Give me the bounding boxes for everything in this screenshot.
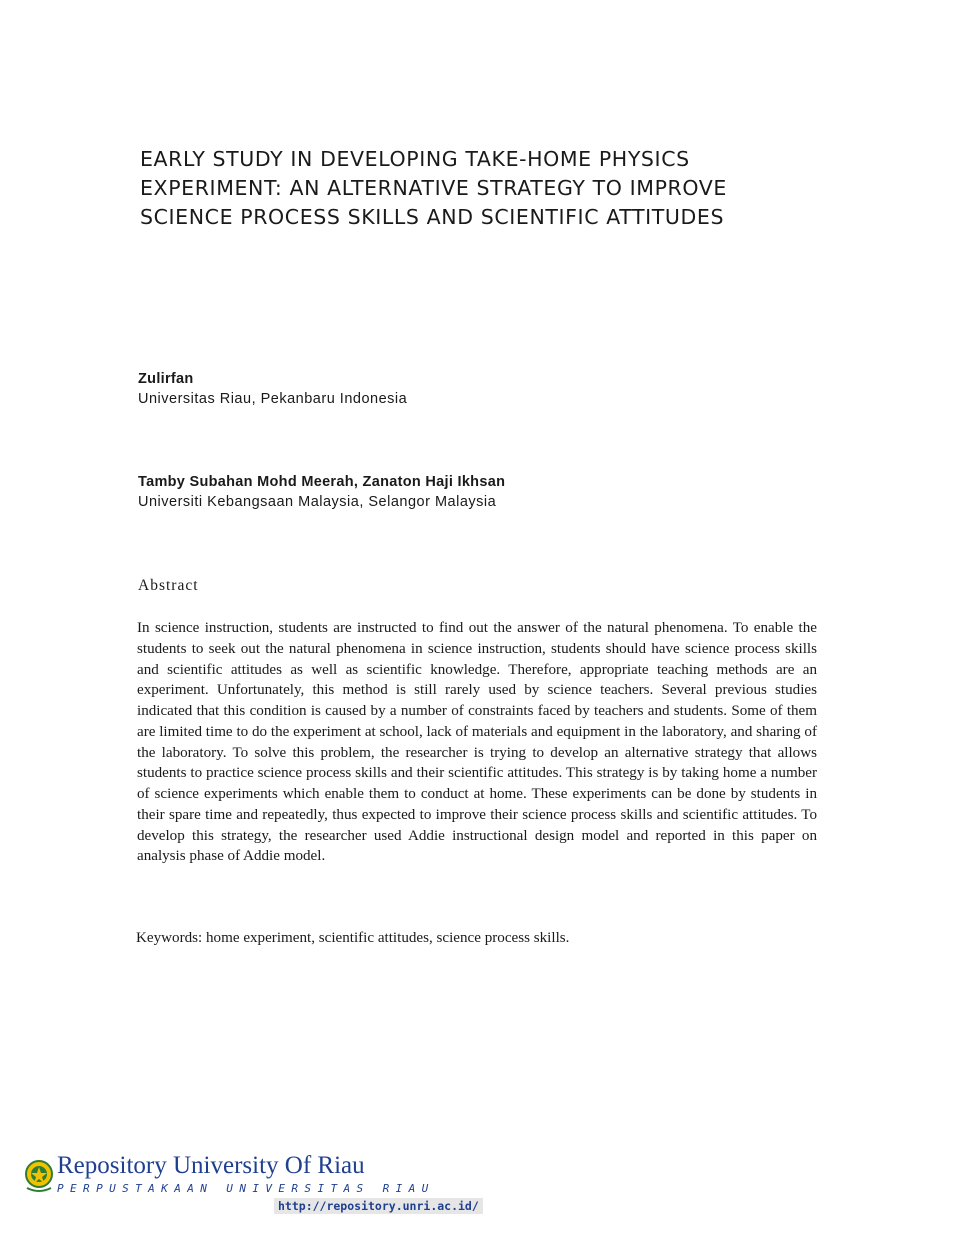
title-line: EARLY STUDY IN DEVELOPING TAKE-HOME PHYSICS bbox=[140, 147, 690, 171]
paper-title bbox=[140, 145, 840, 232]
author-affiliation: Universiti Kebangsaan Malaysia, Selangor Malaysia bbox=[138, 494, 497, 510]
title-line: EXPERIMENT: AN ALTERNATIVE STRATEGY TO IMPROVE bbox=[140, 176, 727, 200]
repository-name: Repository University Of Riau bbox=[57, 1152, 365, 1179]
university-seal-icon bbox=[24, 1158, 54, 1194]
author-name: Zulirfan bbox=[138, 371, 194, 387]
title-line: SCIENCE PROCESS SKILLS AND SCIENTIFIC ATTITUDES bbox=[140, 205, 725, 229]
author-name: Tamby Subahan Mohd Meerah, Zanaton Haji Ikhsan bbox=[138, 474, 506, 490]
repository-url-link[interactable]: http://repository.unri.ac.id/ bbox=[274, 1198, 483, 1214]
keywords: Keywords: home experiment, scientific attitudes, science process skills. bbox=[136, 930, 570, 946]
abstract-body: In science instruction, students are instructed to find out the answer of the natural phenomena. To enable the students to seek out the natural phenomena in science instruction, students should have science process skills and scientific attitudes as well as scientific knowledge. Therefore, appropriate teaching methods are an experiment. Unfortunately, this method is still rarely used by science teachers. Several previous studies indicated that this condition is caused by a number of constraints faced by teachers and students. Some of them are limited time to do the experiment at school, lack of materials and equipment in the laboratory, and sharing of the laboratory. To solve this problem, the researcher is trying to develop an alternative strategy that allows students to practice science process skills and their scientific attitudes. This strategy is by taking home a number of science experiments which enable them to conduct at home. These experiments can be done by students in their spare time and repeatedly, thus expected to improve their science process skills and scientific attitudes. To develop this strategy, the researcher used Addie instructional design model and reported in this paper on analysis phase of Addie model. bbox=[137, 620, 817, 865]
author-block-1 bbox=[138, 369, 407, 409]
author-block-2 bbox=[138, 472, 505, 512]
repository-subtitle: PERPUSTAKAAN UNIVERSITAS RIAU bbox=[57, 1182, 435, 1195]
repository-logo[interactable] bbox=[24, 1152, 504, 1216]
abstract-heading: Abstract bbox=[138, 577, 199, 594]
author-affiliation: Universitas Riau, Pekanbaru Indonesia bbox=[138, 391, 408, 407]
